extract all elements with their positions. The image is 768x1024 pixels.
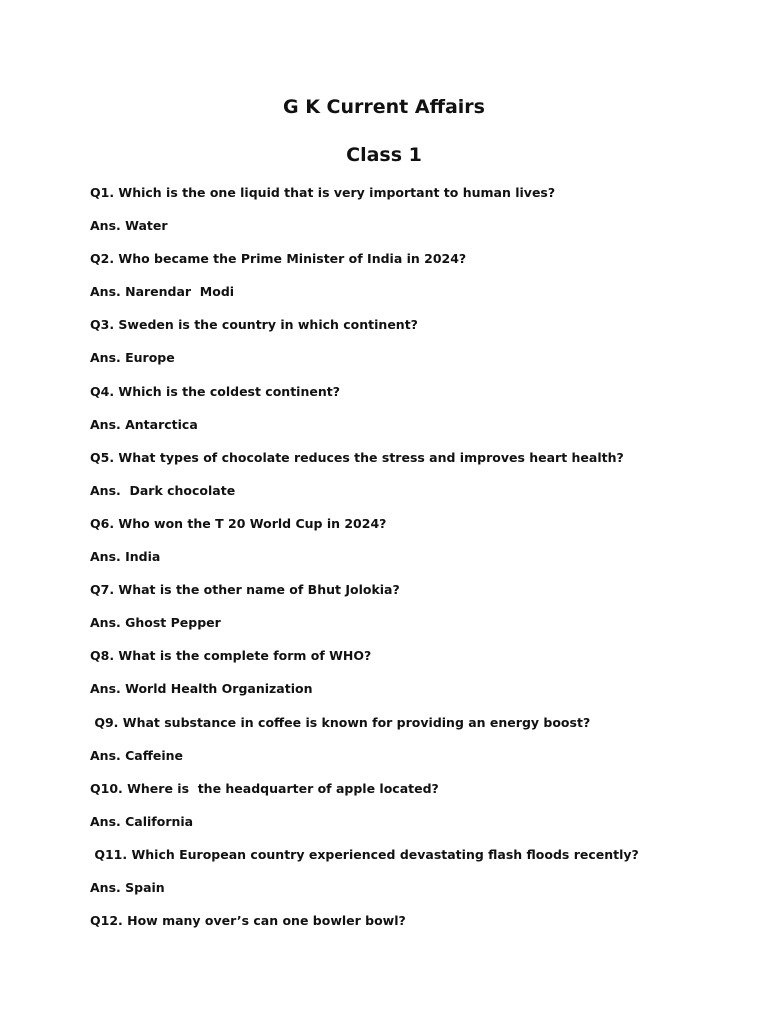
answer-line: Ans. Europe: [90, 350, 175, 366]
question-line: Q5. What types of chocolate reduces the stress and improves heart health?: [90, 449, 624, 465]
question-line: Q3. Sweden is the country in which continent?: [90, 317, 418, 333]
question-line: Q1. Which is the one liquid that is very important to human lives?: [90, 185, 556, 200]
question-line: Q10. Where is the headquarter of apple located?: [90, 780, 439, 796]
answer-line: Ans. Ghost Pepper: [90, 615, 221, 631]
document-subtitle: Class 1: [346, 144, 422, 166]
question-line: Q7. What is the other name of Bhut Jolokia?: [90, 582, 400, 598]
question-line: Q6. Who won the T 20 World Cup in 2024?: [90, 515, 387, 531]
document-title: G K Current Affairs: [283, 96, 485, 118]
question-line: Q4. Which is the coldest continent?: [90, 383, 340, 399]
answer-line: Ans. India: [90, 549, 161, 565]
answer-line: Ans. Water: [90, 218, 168, 234]
answer-line: Ans. Dark chocolate: [90, 482, 236, 498]
answer-line: Ans. Antarctica: [90, 416, 198, 432]
answer-line: Ans. Spain: [90, 879, 165, 895]
question-answer-list: [90, 183, 740, 944]
answer-line: Ans. World Health Organization: [90, 681, 313, 697]
question-line: Q11. Which European country experienced devastating flash floods recently?: [90, 846, 639, 862]
question-line: Q12. How many over’s can one bowler bowl?: [90, 913, 406, 929]
question-line: Q9. What substance in coffee is known for providing an energy boost?: [90, 714, 591, 730]
answer-line: Ans. Caffeine: [90, 747, 183, 763]
question-line: Q8. What is the complete form of WHO?: [90, 648, 372, 664]
question-line: Q2. Who became the Prime Minister of India in 2024?: [90, 251, 467, 267]
answer-line: Ans. Narendar Modi: [90, 284, 235, 300]
answer-line: Ans. California: [90, 813, 194, 829]
